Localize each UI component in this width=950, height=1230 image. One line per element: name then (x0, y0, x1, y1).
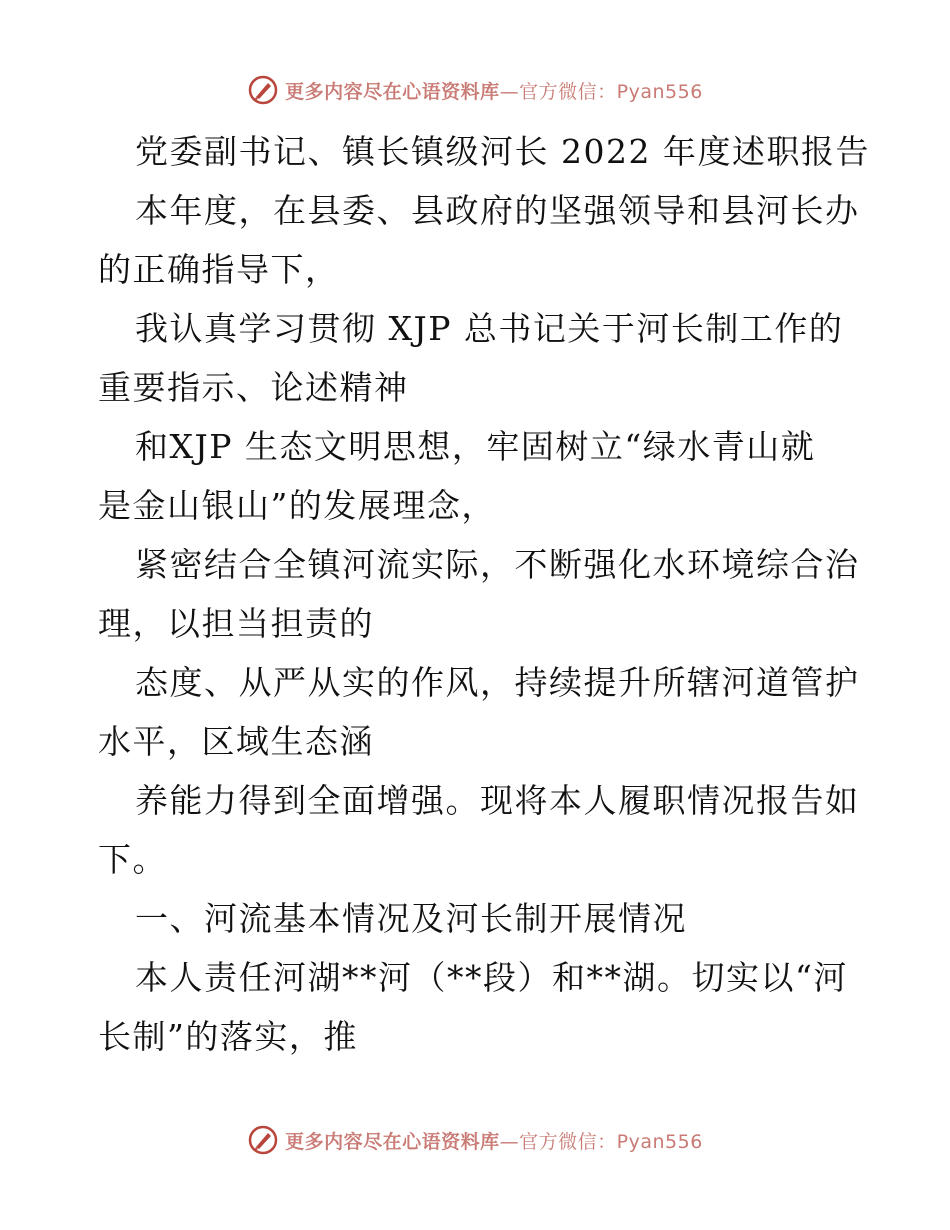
pen-logo-icon (247, 74, 279, 106)
text-line: 理，以担当担责的 (98, 604, 374, 643)
watermark-lead: 更多内容尽在心语资料库 (285, 1130, 500, 1153)
text-line: 长制”的落实，推 (98, 1017, 358, 1056)
text-line: 紧密结合全镇河流实际，不断强化水环境综合治 (135, 545, 860, 584)
text-line: 是金山银山”的发展理念， (98, 486, 496, 525)
text-line: 态度、从严从实的作风，持续提升所辖河道管护 (135, 663, 860, 702)
text-line: 本年度，在县委、县政府的坚强领导和县河长办 (135, 191, 860, 230)
text-line: 养能力得到全面增强。现将本人履职情况报告如 (135, 781, 860, 820)
text-line: 的正确指导下， (98, 250, 340, 289)
watermark-text (285, 77, 703, 104)
text-line: 水平，区域生态涵 (98, 722, 374, 761)
watermark-text (285, 1127, 703, 1154)
text-line: 和XJP 生态文明思想，牢固树立“绿水青山就 (135, 427, 816, 466)
text-line: 重要指示、论述精神 (98, 368, 409, 407)
watermark-tail: —官方微信：Pyan556 (499, 80, 703, 103)
watermark-lead: 更多内容尽在心语资料库 (285, 80, 500, 103)
footer-watermark (0, 1120, 950, 1160)
text-line: 我认真学习贯彻 XJP 总书记关于河长制工作的 (135, 309, 844, 348)
header-watermark (0, 70, 950, 110)
document-body (98, 122, 870, 1066)
text-line: 下。 (98, 840, 167, 879)
pen-logo-icon (247, 1124, 279, 1156)
document-title: 党委副书记、镇长镇级河长 2022 年度述职报告 (135, 132, 870, 171)
section-heading: 一、河流基本情况及河长制开展情况 (135, 899, 687, 938)
watermark-tail: —官方微信：Pyan556 (499, 1130, 703, 1153)
text-line: 本人责任河湖**河（**段）和**湖。切实以“河 (135, 958, 848, 997)
